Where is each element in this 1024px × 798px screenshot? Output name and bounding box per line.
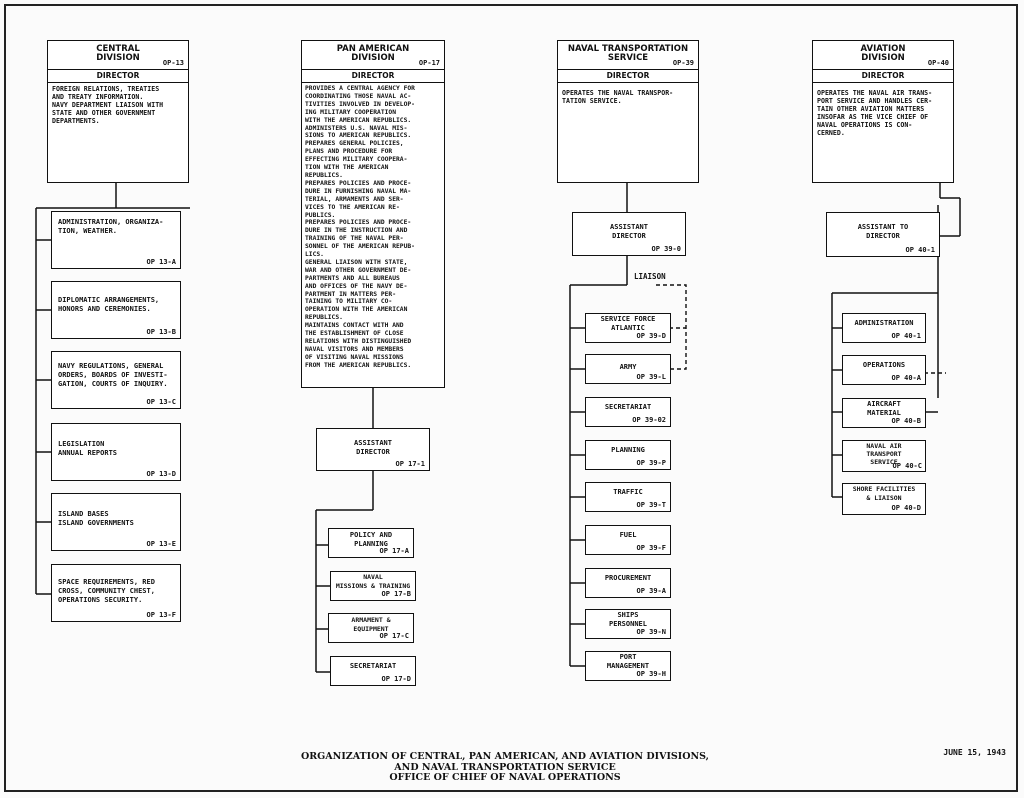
- unit-label: SPACE REQUIREMENTS, RED CROSS, COMMUNITY CHEST, OPERATIONS SECURITY.: [58, 578, 155, 604]
- panam-unit-a: [328, 528, 414, 558]
- central-director: DIRECTOR: [48, 69, 188, 83]
- unit-code: OP 13-A: [146, 258, 176, 266]
- assistant-code: OP 40-1: [905, 246, 935, 254]
- panam-unit-b: [330, 571, 416, 601]
- chart-date: JUNE 15, 1943: [943, 748, 1006, 757]
- aviation-division-box: [812, 40, 954, 183]
- unit-code: OP 13-C: [146, 398, 176, 406]
- unit-code: OP 39-A: [636, 587, 666, 595]
- transport-director: DIRECTOR: [558, 69, 698, 83]
- transport-unit-service-force: [585, 313, 671, 343]
- unit-code: OP 17-D: [381, 675, 411, 683]
- panam-director: DIRECTOR: [302, 69, 444, 83]
- unit-label: SECRETARIAT: [349, 662, 397, 670]
- unit-code: OP 39-N: [636, 628, 666, 636]
- unit-code: OP 40-B: [891, 417, 921, 425]
- transport-unit-procurement: [585, 568, 671, 598]
- central-unit-a: [51, 211, 181, 269]
- transport-service-box: [557, 40, 699, 183]
- unit-code: OP 39-H: [636, 670, 666, 678]
- unit-code: OP 40-C: [892, 462, 922, 470]
- unit-code: OP 39-02: [632, 416, 666, 424]
- transport-unit-ships-personnel: [585, 609, 671, 639]
- unit-label: TRAFFIC: [613, 488, 643, 496]
- unit-code: OP 13-B: [146, 328, 176, 336]
- unit-label: ADMINISTRATION, ORGANIZA- TION, WEATHER.: [58, 218, 164, 235]
- unit-label: AIRCRAFT MATERIAL: [867, 400, 901, 417]
- central-unit-b: [51, 281, 181, 339]
- unit-label: ADMINISTRATION: [854, 319, 914, 327]
- panam-title: PAN AMERICAN DIVISION: [336, 44, 410, 63]
- assistant-label: ASSISTANT TO DIRECTOR: [857, 223, 909, 240]
- transport-unit-port-management: [585, 651, 671, 681]
- panam-unit-c: [328, 613, 414, 643]
- panam-unit-d: [330, 656, 416, 686]
- transport-code: OP-39: [672, 59, 694, 67]
- assistant-label: ASSISTANT DIRECTOR: [354, 439, 392, 456]
- aviation-code: OP-40: [927, 59, 949, 67]
- unit-code: OP 13-F: [146, 611, 176, 619]
- central-title: CENTRAL DIVISION: [96, 44, 140, 63]
- aviation-unit-naval-air-transport: [842, 440, 926, 472]
- unit-code: OP 40-1: [891, 332, 921, 340]
- liaison-label: LIAISON: [634, 272, 666, 281]
- unit-label: ISLAND BASES ISLAND GOVERNMENTS: [58, 510, 134, 527]
- unit-code: OP 39-L: [636, 373, 666, 381]
- central-division-box: [47, 40, 189, 183]
- unit-label: NAVAL MISSIONS & TRAINING: [335, 573, 411, 590]
- unit-code: OP 13-E: [146, 540, 176, 548]
- unit-code: OP 40-A: [891, 374, 921, 382]
- central-unit-c: [51, 351, 181, 409]
- unit-code: OP 39-F: [636, 544, 666, 552]
- unit-label: OPERATIONS: [862, 361, 906, 369]
- assistant-label: ASSISTANT DIRECTOR: [610, 223, 648, 240]
- aviation-description: OPERATES THE NAVAL AIR TRANS- PORT SERVICE AND HANDLES CER- TAIN OTHER AVIATION MATTERS INSOFAR AS THE VICE CHIEF OF NAVAL OPERATIONS IS CON- CERNED.: [817, 89, 933, 137]
- assistant-code: OP 39-0: [651, 245, 681, 253]
- aviation-director: DIRECTOR: [813, 69, 953, 83]
- unit-label: POLICY AND PLANNING: [349, 531, 393, 548]
- unit-label: SHIPS PERSONNEL: [609, 611, 647, 628]
- central-unit-e: [51, 493, 181, 551]
- unit-label: PORT MANAGEMENT: [606, 653, 650, 670]
- unit-label: SHORE FACILITIES & LIAISON: [852, 485, 916, 502]
- aviation-title: AVIATION DIVISION: [860, 44, 906, 63]
- unit-code: OP 17-B: [381, 590, 411, 598]
- aviation-unit-operations: [842, 355, 926, 385]
- transport-unit-army: [585, 354, 671, 384]
- transport-unit-fuel: [585, 525, 671, 555]
- unit-code: OP 39-T: [636, 501, 666, 509]
- unit-label: LEGISLATION ANNUAL REPORTS: [58, 440, 118, 457]
- unit-label: PLANNING: [611, 446, 645, 454]
- unit-label: NAVY REGULATIONS, GENERAL ORDERS, BOARDS OF INVESTI- GATION, COURTS OF INQUIRY.: [58, 362, 168, 388]
- transport-unit-secretariat: [585, 397, 671, 427]
- unit-label: SERVICE FORCE ATLANTIC: [600, 315, 656, 332]
- aviation-unit-shore-facilities: [842, 483, 926, 515]
- unit-code: OP 40-D: [891, 504, 921, 512]
- transport-unit-planning: [585, 440, 671, 470]
- panam-assistant-director: [316, 428, 430, 471]
- central-code: OP-13: [162, 59, 184, 67]
- unit-code: OP 39-D: [636, 332, 666, 340]
- central-unit-f: [51, 564, 181, 622]
- panam-code: OP-17: [418, 59, 440, 67]
- unit-label: PROCUREMENT: [604, 574, 652, 582]
- transport-unit-traffic: [585, 482, 671, 512]
- aviation-unit-aircraft-material: [842, 398, 926, 428]
- unit-code: OP 17-C: [379, 632, 409, 640]
- transport-description: OPERATES THE NAVAL TRANSPOR- TATION SERVICE.: [562, 89, 674, 105]
- unit-code: OP 17-A: [379, 547, 409, 555]
- unit-code: OP 13-D: [146, 470, 176, 478]
- unit-label: ARMAMENT & EQUIPMENT: [351, 616, 391, 633]
- central-description: FOREIGN RELATIONS, TREATIES AND TREATY INFORMATION. NAVY DEPARTMENT LIAISON WITH STATE AND OTHER GOVERNMENT DEPARTMENTS.: [52, 85, 164, 125]
- transport-assistant-director: [572, 212, 686, 256]
- aviation-assistant-to-director: [826, 212, 940, 257]
- assistant-code: OP 17-1: [395, 460, 425, 468]
- unit-label: ARMY: [619, 363, 637, 371]
- unit-code: OP 39-P: [636, 459, 666, 467]
- unit-label: NAVAL AIR TRANSPORT SERVICE: [866, 442, 902, 466]
- central-unit-d: [51, 423, 181, 481]
- unit-label: SECRETARIAT: [604, 403, 652, 411]
- unit-label: DIPLOMATIC ARRANGEMENTS, HONORS AND CEREMONIES.: [58, 296, 160, 313]
- aviation-unit-administration: [842, 313, 926, 343]
- transport-title: NAVAL TRANSPORTATION SERVICE: [567, 44, 689, 63]
- unit-label: FUEL: [619, 531, 637, 539]
- panam-division-box: [301, 40, 445, 388]
- chart-caption: ORGANIZATION OF CENTRAL, PAN AMERICAN, AND AVIATION DIVISIONS, AND NAVAL TRANSPORTATION SERVICE OFFICE OF CHIEF OF NAVAL OPERATIONS: [300, 751, 709, 783]
- panam-description: PROVIDES A CENTRAL AGENCY FOR COORDINATING THOSE NAVAL AC- TIVITIES INVOLVED IN DEVELOP- ING MILITARY COOPERATION WITH THE AMERICAN REPUBLICS. ADMINISTERS U.S. NAVAL MIS- SIONS TO AMERICAN REPUBLICS. PREPARES GENERAL POLICIES, PLANS AND PROCEDURE FOR EFFECTING MILITARY COOPERA- TION WITH THE AMERICAN REPUBLICS. PREPARES POLICIES AND PROCE- DURE IN FURNISHING NAVAL MA- TERIAL, ARMAMENTS AND SER- VICES TO THE AMERICAN RE- PUBLICS. PREPARES POLICIES AND PROCE- DURE IN THE INSTRUCTION AND TRAINING OF THE NAVAL PER- SONNEL OF THE AMERICAN REPUB- LICS. GENERAL LIAISON WITH STATE, WAR AND OTHER GOVERNMENT DE- PARTMENTS AND ALL BUREAUS AND OFFICES OF THE NAVY DE- PARTMENT IN MATTERS PER- TAINING TO MILITARY CO- OPERATION WITH THE AMERICAN REPUBLICS. MAINTAINS CONTACT WITH AND THE ESTABLISHMENT OF CLOSE RELATIONS WITH DISTINGUISHED NAVAL VISITORS AND MEMBERS OF VISITING NAVAL MISSIONS FROM THE AMERICAN REPUBLICS.: [305, 85, 415, 369]
